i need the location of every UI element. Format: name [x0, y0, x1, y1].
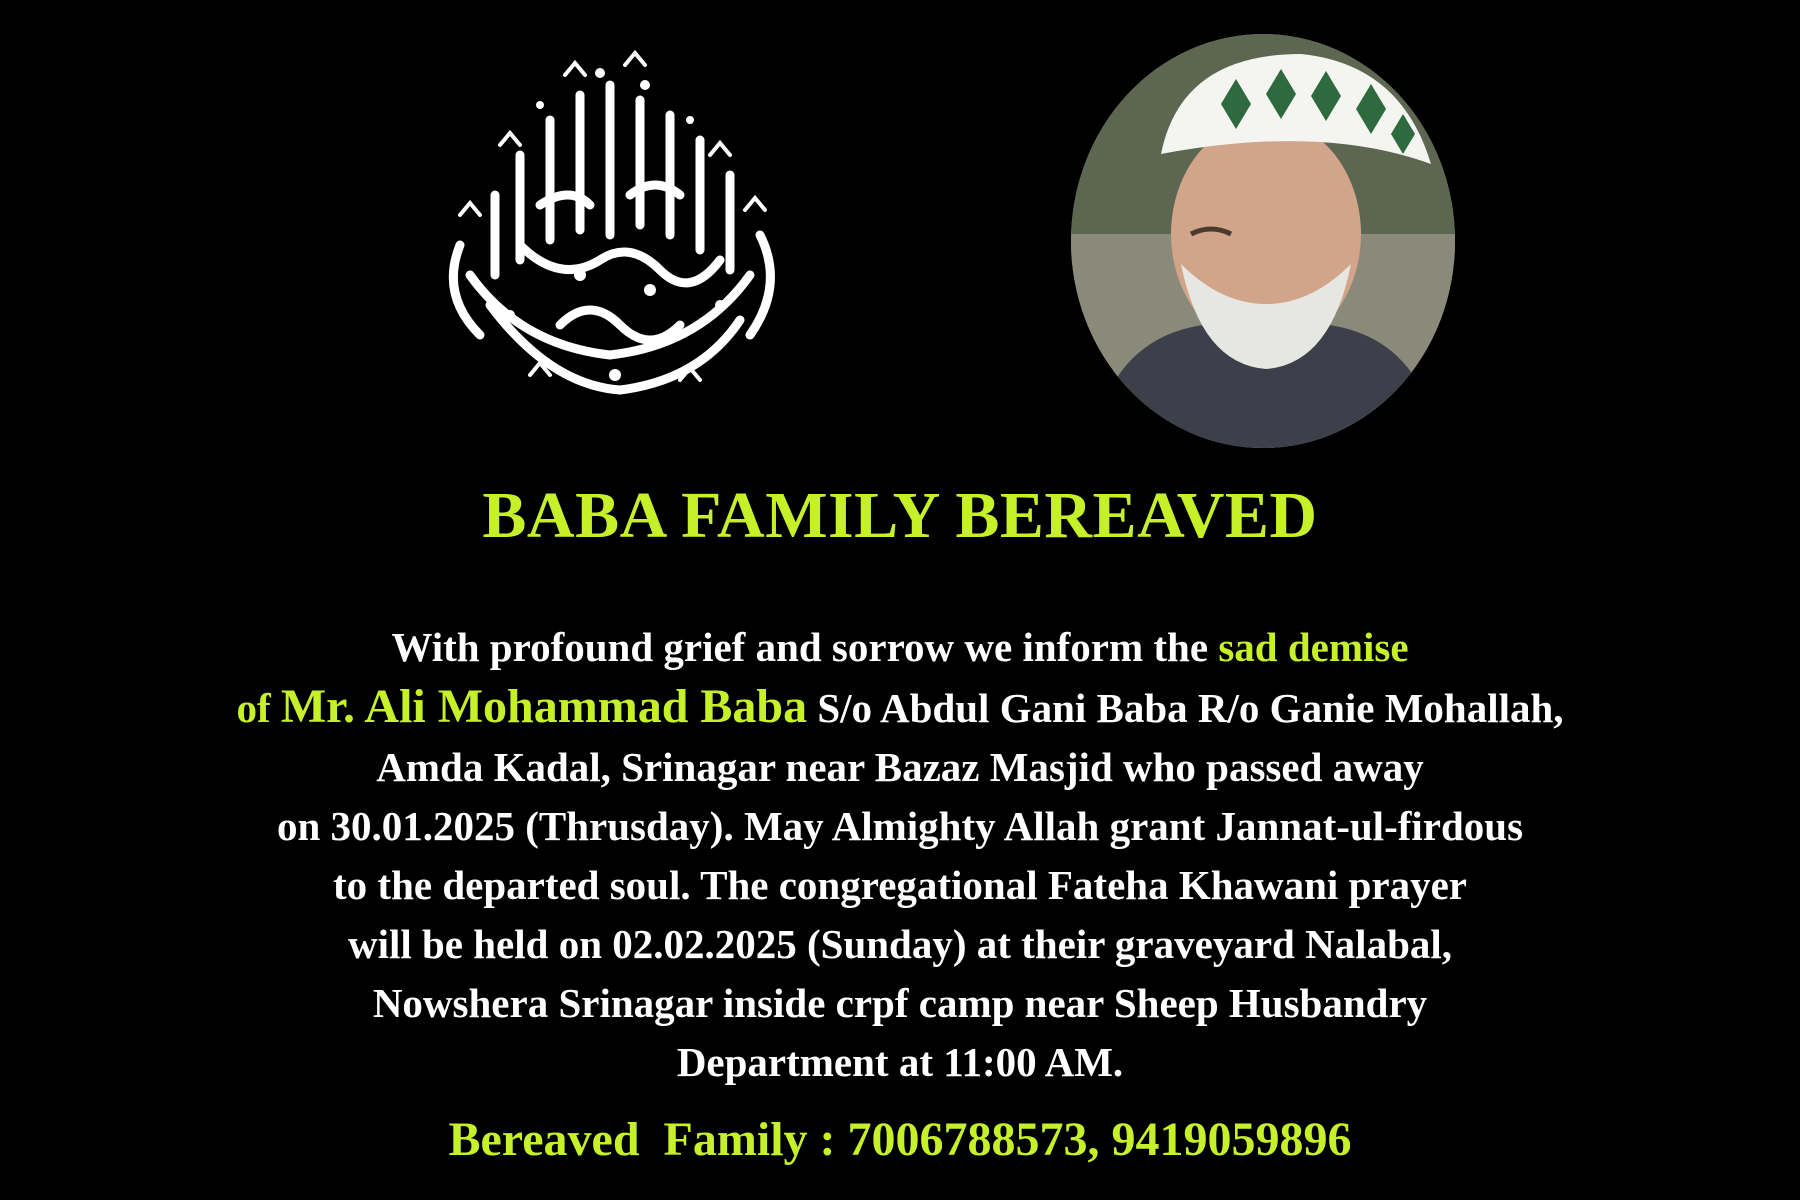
body-line-4: on 30.01.2025 (Thrusday). May Almighty Allah grant Jannat-ul-firdous [276, 803, 1524, 849]
body-line-8: Department at 11:00 AM. [676, 1039, 1124, 1085]
contact-numbers: Bereaved Family : 7006788573, 9419059896 [448, 1113, 1352, 1166]
calligraphy-icon [400, 45, 820, 435]
arabic-calligraphy-emblem [400, 45, 820, 435]
portrait-photo-icon [1071, 34, 1455, 448]
body-line-2 [0, 677, 1800, 738]
body-line-1 [0, 618, 1800, 677]
body-line-3: Amda Kadal, Srinagar near Bazaz Masjid who passed away [376, 744, 1424, 790]
notice-body [0, 618, 1800, 1092]
body-line-7: Nowshera Srinagar inside crpf camp near Sheep Husbandry [372, 980, 1428, 1026]
body-line-1-text: With profound grief and sorrow we inform the [391, 624, 1219, 670]
sad-demise-highlight: sad demise [1218, 624, 1409, 670]
body-line-5: to the departed soul. The congregational Fateha Khawani prayer [333, 862, 1467, 908]
portrait-photo [1071, 34, 1455, 448]
of-prefix: of [236, 685, 281, 731]
page-title: BABA FAMILY BEREAVED [482, 479, 1318, 552]
deceased-name: Mr. Ali Mohammad Baba [280, 680, 808, 733]
parentage-address: S/o Abdul Gani Baba R/o Ganie Mohallah, [807, 685, 1564, 731]
body-line-6: will be held on 02.02.2025 (Sunday) at their graveyard Nalabal, [347, 921, 1453, 967]
